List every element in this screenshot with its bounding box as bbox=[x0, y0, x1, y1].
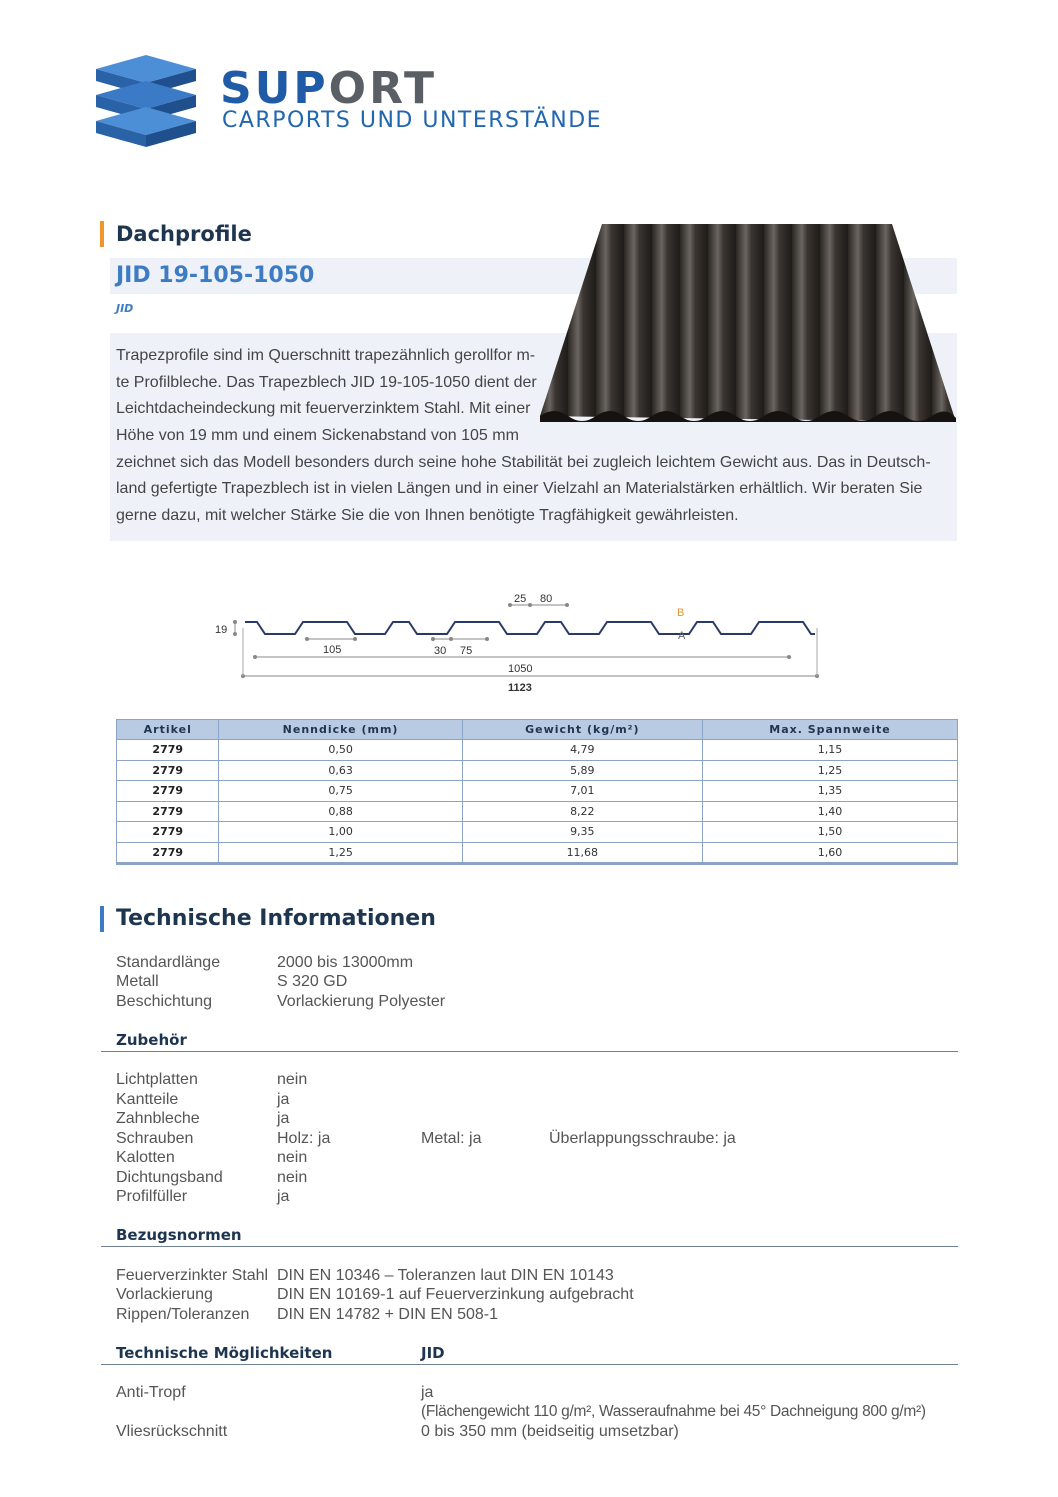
zubehoer-value: nein bbox=[277, 1149, 308, 1166]
moeglichkeiten-value: 0 bis 350 mm (beidseitig umsetzbar) bbox=[421, 1423, 679, 1440]
normen-value: DIN EN 10346 – Toleranzen laut DIN EN 10143 bbox=[277, 1267, 614, 1284]
zubehoer-value: nein bbox=[277, 1071, 308, 1088]
normen-label: Feuerverzinkter Stahl bbox=[116, 1267, 269, 1284]
dim-top-a: 25 bbox=[514, 593, 527, 605]
profile-line bbox=[245, 622, 815, 634]
table-cell: 1,00 bbox=[219, 822, 462, 843]
dim-bottom: 30 bbox=[434, 645, 447, 657]
dim-cover-width: 1050 bbox=[508, 663, 533, 675]
table-header-row bbox=[117, 720, 958, 740]
moeglichkeiten-column-header: JID bbox=[421, 1344, 445, 1362]
profile-cross-section-diagram bbox=[205, 588, 825, 698]
table-row bbox=[117, 801, 958, 822]
moeglichkeiten-note: (Flächengewicht 110 g/m², Wasseraufnahme bei 45° Dachneigung 800 g/m²) bbox=[421, 1403, 926, 1420]
section-accent-bar bbox=[100, 221, 104, 247]
zubehoer-value: nein bbox=[277, 1169, 308, 1186]
table-cell: 0,50 bbox=[219, 740, 462, 761]
table-cell: 0,75 bbox=[219, 781, 462, 802]
column-header: Nenndicke (mm) bbox=[219, 720, 462, 740]
table-cell: 8,22 bbox=[462, 801, 702, 822]
table-cell: 0,63 bbox=[219, 760, 462, 781]
brand-name: SUPORT bbox=[220, 63, 437, 114]
normen-value: DIN EN 10169-1 auf Feuerverzinkung aufgebracht bbox=[277, 1286, 634, 1303]
dim-height: 19 bbox=[215, 624, 228, 636]
divider bbox=[101, 1246, 958, 1247]
normen-label: Vorlackierung bbox=[116, 1286, 213, 1303]
table-cell: 0,88 bbox=[219, 801, 462, 822]
description-line: Höhe von 19 mm und einem Sickenabstand von 105 mm bbox=[116, 427, 519, 444]
product-subtitle: JID bbox=[116, 302, 134, 315]
moeglichkeiten-label: Vliesrückschnitt bbox=[116, 1423, 228, 1440]
table-row bbox=[117, 740, 958, 761]
moeglichkeiten-label: Anti-Tropf bbox=[116, 1384, 186, 1401]
table-cell: 1,25 bbox=[219, 842, 462, 864]
description-line: te Profilbleche. Das Trapezblech JID 19-105-1050 dient der bbox=[116, 374, 537, 391]
table-cell: 1,50 bbox=[702, 822, 957, 843]
label-b: B bbox=[677, 607, 685, 619]
divider bbox=[101, 1364, 958, 1365]
zubehoer-label: Schrauben bbox=[116, 1130, 194, 1147]
table-row bbox=[117, 822, 958, 843]
table-cell: 2779 bbox=[117, 740, 219, 761]
section-title-dachprofile: Dachprofile bbox=[116, 222, 252, 246]
zubehoer-label: Profilfüller bbox=[116, 1188, 188, 1205]
zubehoer-heading: Zubehör bbox=[116, 1031, 187, 1049]
column-header: Artikel bbox=[117, 720, 219, 740]
zubehoer-label: Lichtplatten bbox=[116, 1071, 198, 1088]
tech-label: Standardlänge bbox=[116, 954, 221, 971]
zubehoer-label: Kalotten bbox=[116, 1149, 175, 1166]
zubehoer-label: Dichtungsband bbox=[116, 1169, 223, 1186]
table-cell: 2779 bbox=[117, 760, 219, 781]
description-line: Leichtdacheindeckung mit feuerverzinktem Stahl. Mit einer bbox=[116, 400, 531, 417]
table-cell: 1,15 bbox=[702, 740, 957, 761]
specification-table bbox=[116, 719, 958, 865]
moeglichkeiten-value: ja bbox=[421, 1384, 434, 1401]
tech-value: Vorlackierung Polyester bbox=[277, 993, 446, 1010]
table-cell: 9,35 bbox=[462, 822, 702, 843]
table-cell: 2779 bbox=[117, 781, 219, 802]
description-line: Trapezprofile sind im Querschnitt trapezähnlich gerollfor m- bbox=[116, 347, 536, 364]
normen-label: Rippen/Toleranzen bbox=[116, 1306, 250, 1323]
zubehoer-label: Zahnbleche bbox=[116, 1110, 200, 1127]
table-row bbox=[117, 760, 958, 781]
moeglichkeiten-heading: Technische Möglichkeiten bbox=[116, 1344, 333, 1362]
product-title: JID 19-105-1050 bbox=[116, 263, 315, 288]
divider bbox=[101, 1051, 958, 1052]
table-cell: 2779 bbox=[117, 801, 219, 822]
normen-value: DIN EN 14782 + DIN EN 508-1 bbox=[277, 1306, 498, 1323]
dim-total-width: 1123 bbox=[508, 682, 532, 694]
column-header: Gewicht (kg/m²) bbox=[462, 720, 702, 740]
tech-value: S 320 GD bbox=[277, 973, 348, 990]
dim-top-b: 80 bbox=[540, 593, 553, 605]
brand-tagline: CARPORTS UND UNTERSTÄNDE bbox=[222, 108, 603, 133]
table-cell: 4,79 bbox=[462, 740, 702, 761]
column-header: Max. Spannweite bbox=[702, 720, 957, 740]
label-a: A bbox=[678, 630, 686, 642]
table-cell: 7,01 bbox=[462, 781, 702, 802]
description-line: land gefertigte Trapezblech ist in vielen Längen und in einer Vielzahl an Materialstärken erhältlich. Wir beraten Sie bbox=[116, 480, 923, 497]
zubehoer-value: Überlappungsschraube: ja bbox=[549, 1130, 736, 1147]
tech-label: Metall bbox=[116, 973, 159, 990]
table-cell: 2779 bbox=[117, 842, 219, 864]
tech-value: 2000 bis 13000mm bbox=[277, 954, 414, 971]
logo-icon bbox=[96, 55, 196, 147]
table-cell: 11,68 bbox=[462, 842, 702, 864]
zubehoer-value: ja bbox=[277, 1091, 290, 1108]
zubehoer-value: Metal: ja bbox=[421, 1130, 482, 1147]
zubehoer-value: ja bbox=[277, 1188, 290, 1205]
dim-pitch: 105 bbox=[323, 644, 342, 656]
table-cell: 2779 bbox=[117, 822, 219, 843]
zubehoer-value: Holz: ja bbox=[277, 1130, 331, 1147]
description-line: zeichnet sich das Modell besonders durch seine hohe Stabilität bei zugleich leichtem Gewicht aus. Das in Deutsch- bbox=[116, 454, 931, 471]
zubehoer-label: Kantteile bbox=[116, 1091, 179, 1108]
roof-sheet-image bbox=[540, 222, 958, 426]
table-row bbox=[117, 781, 958, 802]
section-title-technische-informationen: Technische Informationen bbox=[116, 906, 436, 931]
table-row bbox=[117, 842, 958, 864]
table-cell: 1,35 bbox=[702, 781, 957, 802]
table-cell: 1,40 bbox=[702, 801, 957, 822]
section-accent-bar bbox=[100, 906, 104, 932]
dim-flank: 75 bbox=[460, 645, 473, 657]
description-line: gerne dazu, mit welcher Stärke Sie die von Ihnen benötigte Tragfähigkeit gewährleisten. bbox=[116, 507, 739, 524]
zubehoer-value: ja bbox=[277, 1110, 290, 1127]
tech-label: Beschichtung bbox=[116, 993, 213, 1010]
bezugsnormen-heading: Bezugsnormen bbox=[116, 1226, 242, 1244]
table-cell: 1,25 bbox=[702, 760, 957, 781]
table-cell: 1,60 bbox=[702, 842, 957, 864]
table-cell: 5,89 bbox=[462, 760, 702, 781]
